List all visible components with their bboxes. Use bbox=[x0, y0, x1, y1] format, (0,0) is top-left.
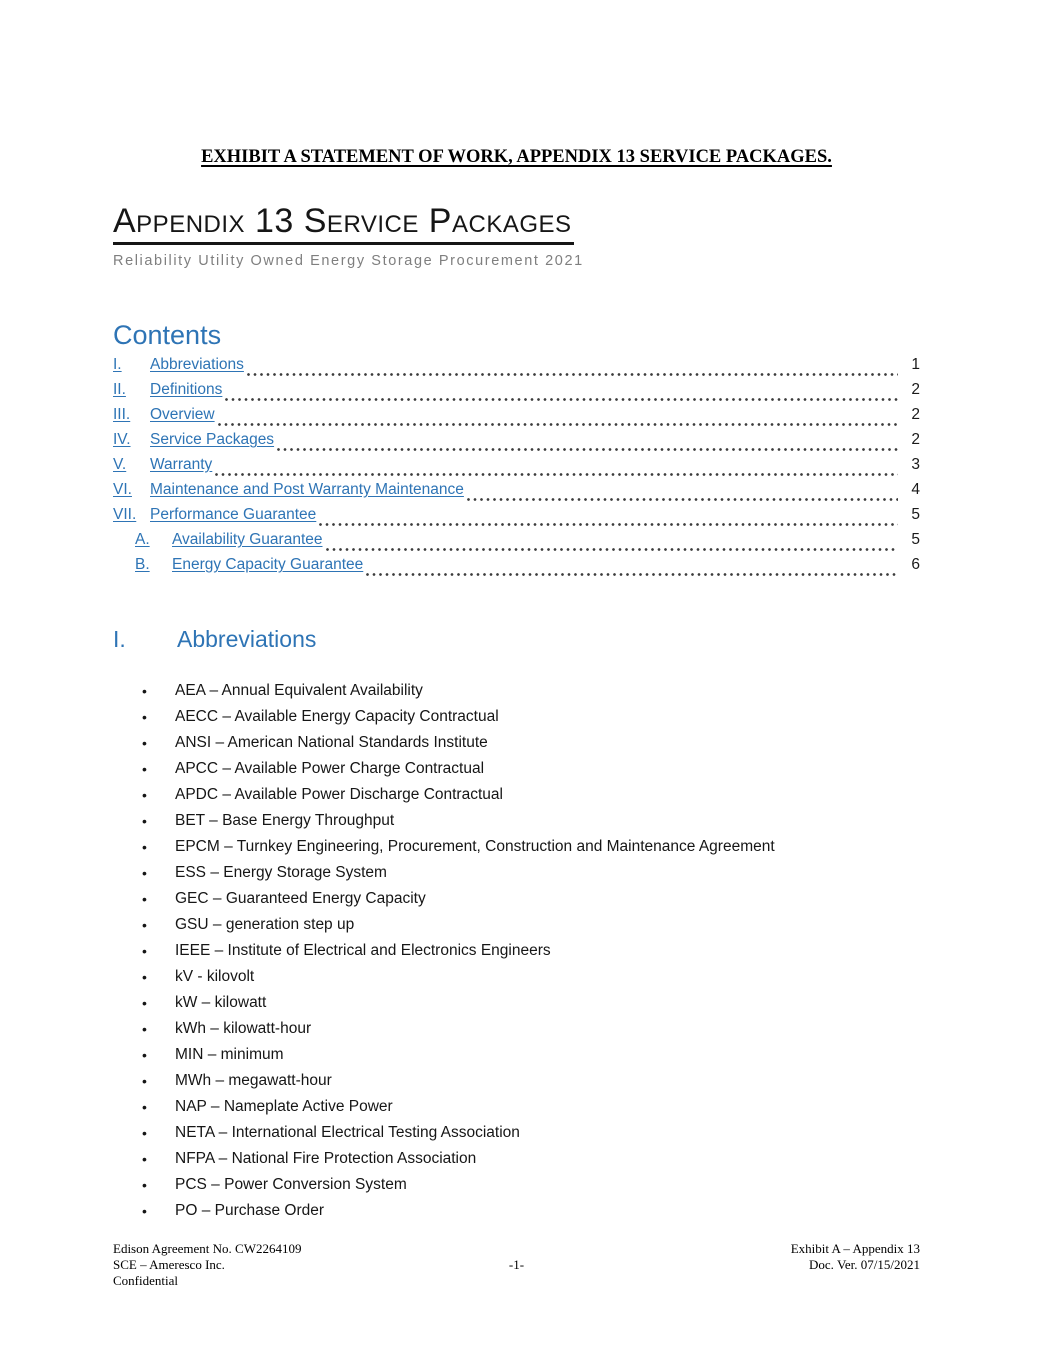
abbreviation-item bbox=[113, 860, 920, 886]
bullet-icon: • bbox=[142, 917, 147, 933]
abbreviation-item bbox=[113, 834, 920, 860]
toc-link[interactable]: Abbreviations bbox=[150, 356, 244, 373]
footer-line: Edison Agreement No. CW2264109 bbox=[113, 1241, 302, 1256]
toc-link-numeral[interactable]: III. bbox=[113, 406, 131, 423]
bullet-icon: • bbox=[142, 1203, 147, 1219]
document-title: Appendix 13 Service Packages bbox=[113, 204, 574, 245]
toc-entry bbox=[113, 406, 920, 431]
abbreviation-item bbox=[113, 1068, 920, 1094]
abbreviation-item bbox=[113, 1094, 920, 1120]
toc-page-number: 6 bbox=[911, 556, 920, 573]
toc-page-number: 2 bbox=[911, 431, 920, 448]
toc-link[interactable]: Performance Guarantee bbox=[150, 506, 317, 523]
toc-entry bbox=[113, 556, 920, 581]
bullet-icon: • bbox=[142, 891, 147, 907]
toc-dot-leader bbox=[218, 422, 898, 427]
abbreviation-text: NETA – International Electrical Testing Association bbox=[175, 1124, 520, 1141]
abbreviation-text: PCS – Power Conversion System bbox=[175, 1176, 407, 1193]
toc-dot-leader bbox=[215, 472, 898, 477]
abbreviation-item bbox=[113, 730, 920, 756]
page-number: -1- bbox=[508, 1257, 525, 1272]
abbreviation-item bbox=[113, 1120, 920, 1146]
toc-page-number: 5 bbox=[911, 531, 920, 548]
footer-right-block bbox=[524, 1241, 920, 1289]
toc-entry bbox=[113, 481, 920, 506]
abbreviation-text: AECC – Available Energy Capacity Contractual bbox=[175, 708, 499, 725]
abbreviation-item bbox=[113, 912, 920, 938]
abbreviation-text: BET – Base Energy Throughput bbox=[175, 812, 395, 829]
toc-entry bbox=[113, 431, 920, 456]
bullet-icon: • bbox=[142, 813, 147, 829]
abbreviation-item bbox=[113, 678, 920, 704]
toc-link[interactable]: Energy Capacity Guarantee bbox=[172, 556, 364, 573]
toc-link[interactable]: Warranty bbox=[150, 456, 213, 473]
bullet-icon: • bbox=[142, 1125, 147, 1141]
toc-link-numeral[interactable]: VII. bbox=[113, 506, 137, 523]
bullet-icon: • bbox=[142, 943, 147, 959]
abbreviation-item bbox=[113, 886, 920, 912]
footer-line: SCE – Ameresco Inc. bbox=[113, 1257, 225, 1272]
abbreviation-item bbox=[113, 1042, 920, 1068]
abbreviation-text: NFPA – National Fire Protection Association bbox=[175, 1150, 477, 1167]
toc-entry bbox=[113, 356, 920, 381]
abbreviation-text: ANSI – American National Standards Institute bbox=[175, 734, 488, 751]
bullet-icon: • bbox=[142, 995, 147, 1011]
toc-link[interactable]: Maintenance and Post Warranty Maintenance bbox=[150, 481, 464, 498]
toc-dot-leader bbox=[366, 572, 898, 577]
section-heading-abbreviations bbox=[113, 626, 316, 653]
bullet-icon: • bbox=[142, 969, 147, 985]
toc-link-numeral[interactable]: VI. bbox=[113, 481, 132, 498]
bullet-icon: • bbox=[142, 787, 147, 803]
toc-dot-leader bbox=[247, 372, 898, 377]
footer-left-block bbox=[113, 1241, 509, 1289]
abbreviation-item bbox=[113, 990, 920, 1016]
bullet-icon: • bbox=[142, 839, 147, 855]
bullet-icon: • bbox=[142, 683, 147, 699]
abbreviation-item bbox=[113, 808, 920, 834]
bullet-icon: • bbox=[142, 1177, 147, 1193]
section-title: Abbreviations bbox=[177, 626, 317, 652]
bullet-icon: • bbox=[142, 865, 147, 881]
abbreviation-text: IEEE – Institute of Electrical and Electronics Engineers bbox=[175, 942, 551, 959]
abbreviation-text: ESS – Energy Storage System bbox=[175, 864, 387, 881]
toc-link-numeral[interactable]: A. bbox=[135, 531, 150, 548]
abbreviation-item bbox=[113, 1146, 920, 1172]
abbreviation-text: EPCM – Turnkey Engineering, Procurement, Construction and Maintenance Agreement bbox=[175, 838, 775, 855]
footer-line: Exhibit A – Appendix 13 bbox=[790, 1241, 920, 1256]
abbreviation-item bbox=[113, 938, 920, 964]
toc-link-numeral[interactable]: B. bbox=[135, 556, 150, 573]
bullet-icon: • bbox=[142, 735, 147, 751]
toc-dot-leader bbox=[225, 397, 898, 402]
toc-heading: Contents bbox=[113, 320, 222, 350]
toc-dot-leader bbox=[319, 522, 898, 527]
toc-dot-leader bbox=[277, 447, 898, 452]
abbreviation-item bbox=[113, 1172, 920, 1198]
abbreviation-text: kV - kilovolt bbox=[175, 968, 255, 985]
header-text: EXHIBIT A STATEMENT OF WORK, APPENDIX 13 SERVICE PACKAGES. bbox=[201, 147, 832, 167]
bullet-icon: • bbox=[142, 1047, 147, 1063]
abbreviation-text: APDC – Available Power Discharge Contractual bbox=[175, 786, 503, 803]
abbreviation-text: kWh – kilowatt-hour bbox=[175, 1020, 312, 1037]
toc-link-numeral[interactable]: II. bbox=[113, 381, 126, 398]
abbreviation-text: NAP – Nameplate Active Power bbox=[175, 1098, 393, 1115]
abbreviation-item bbox=[113, 756, 920, 782]
footer-line: Doc. Ver. 07/15/2021 bbox=[809, 1257, 920, 1272]
bullet-icon: • bbox=[142, 709, 147, 725]
bullet-icon: • bbox=[142, 1151, 147, 1167]
toc-link[interactable]: Availability Guarantee bbox=[172, 531, 323, 548]
toc-dot-leader bbox=[326, 547, 899, 552]
abbreviation-text: MIN – minimum bbox=[175, 1046, 284, 1063]
abbreviation-item bbox=[113, 964, 920, 990]
abbreviation-text: GSU – generation step up bbox=[175, 916, 355, 933]
abbreviation-text: PO – Purchase Order bbox=[175, 1202, 325, 1219]
page-header bbox=[113, 147, 920, 168]
abbreviations-list bbox=[113, 678, 920, 1224]
abbreviation-text: AEA – Annual Equivalent Availability bbox=[175, 682, 423, 699]
toc-link[interactable]: Overview bbox=[150, 406, 215, 423]
section-numeral: I. bbox=[113, 626, 126, 652]
toc-link[interactable]: Definitions bbox=[150, 381, 223, 398]
toc-entry bbox=[113, 531, 920, 556]
abbreviation-item bbox=[113, 1198, 920, 1224]
toc-entry bbox=[113, 381, 920, 406]
toc-link[interactable]: Service Packages bbox=[150, 431, 275, 448]
bullet-icon: • bbox=[142, 1073, 147, 1089]
toc-entry bbox=[113, 506, 920, 531]
document-subtitle: Reliability Utility Owned Energy Storage Procurement 2021 bbox=[113, 253, 584, 269]
toc-page-number: 3 bbox=[911, 456, 920, 473]
toc-link-numeral[interactable]: V. bbox=[113, 456, 127, 473]
footer-line: Confidential bbox=[113, 1273, 178, 1288]
toc-link-numeral[interactable]: IV. bbox=[113, 431, 131, 448]
toc-page-number: 5 bbox=[911, 506, 920, 523]
bullet-icon: • bbox=[142, 761, 147, 777]
toc-dot-leader bbox=[467, 497, 898, 502]
toc-page-number: 1 bbox=[911, 356, 920, 373]
abbreviation-text: GEC – Guaranteed Energy Capacity bbox=[175, 890, 426, 907]
page-footer bbox=[113, 1241, 920, 1289]
toc-entry bbox=[113, 456, 920, 481]
abbreviation-text: MWh – megawatt-hour bbox=[175, 1072, 332, 1089]
bullet-icon: • bbox=[142, 1021, 147, 1037]
toc-page-number: 2 bbox=[911, 406, 920, 423]
abbreviation-item bbox=[113, 1016, 920, 1042]
bullet-icon: • bbox=[142, 1099, 147, 1115]
toc-page-number: 2 bbox=[911, 381, 920, 398]
toc-link-numeral[interactable]: I. bbox=[113, 356, 122, 373]
abbreviation-item bbox=[113, 782, 920, 808]
abbreviation-item bbox=[113, 704, 920, 730]
table-of-contents bbox=[113, 356, 920, 581]
toc-page-number: 4 bbox=[911, 481, 920, 498]
abbreviation-text: APCC – Available Power Charge Contractual bbox=[175, 760, 485, 777]
abbreviation-text: kW – kilowatt bbox=[175, 994, 267, 1011]
